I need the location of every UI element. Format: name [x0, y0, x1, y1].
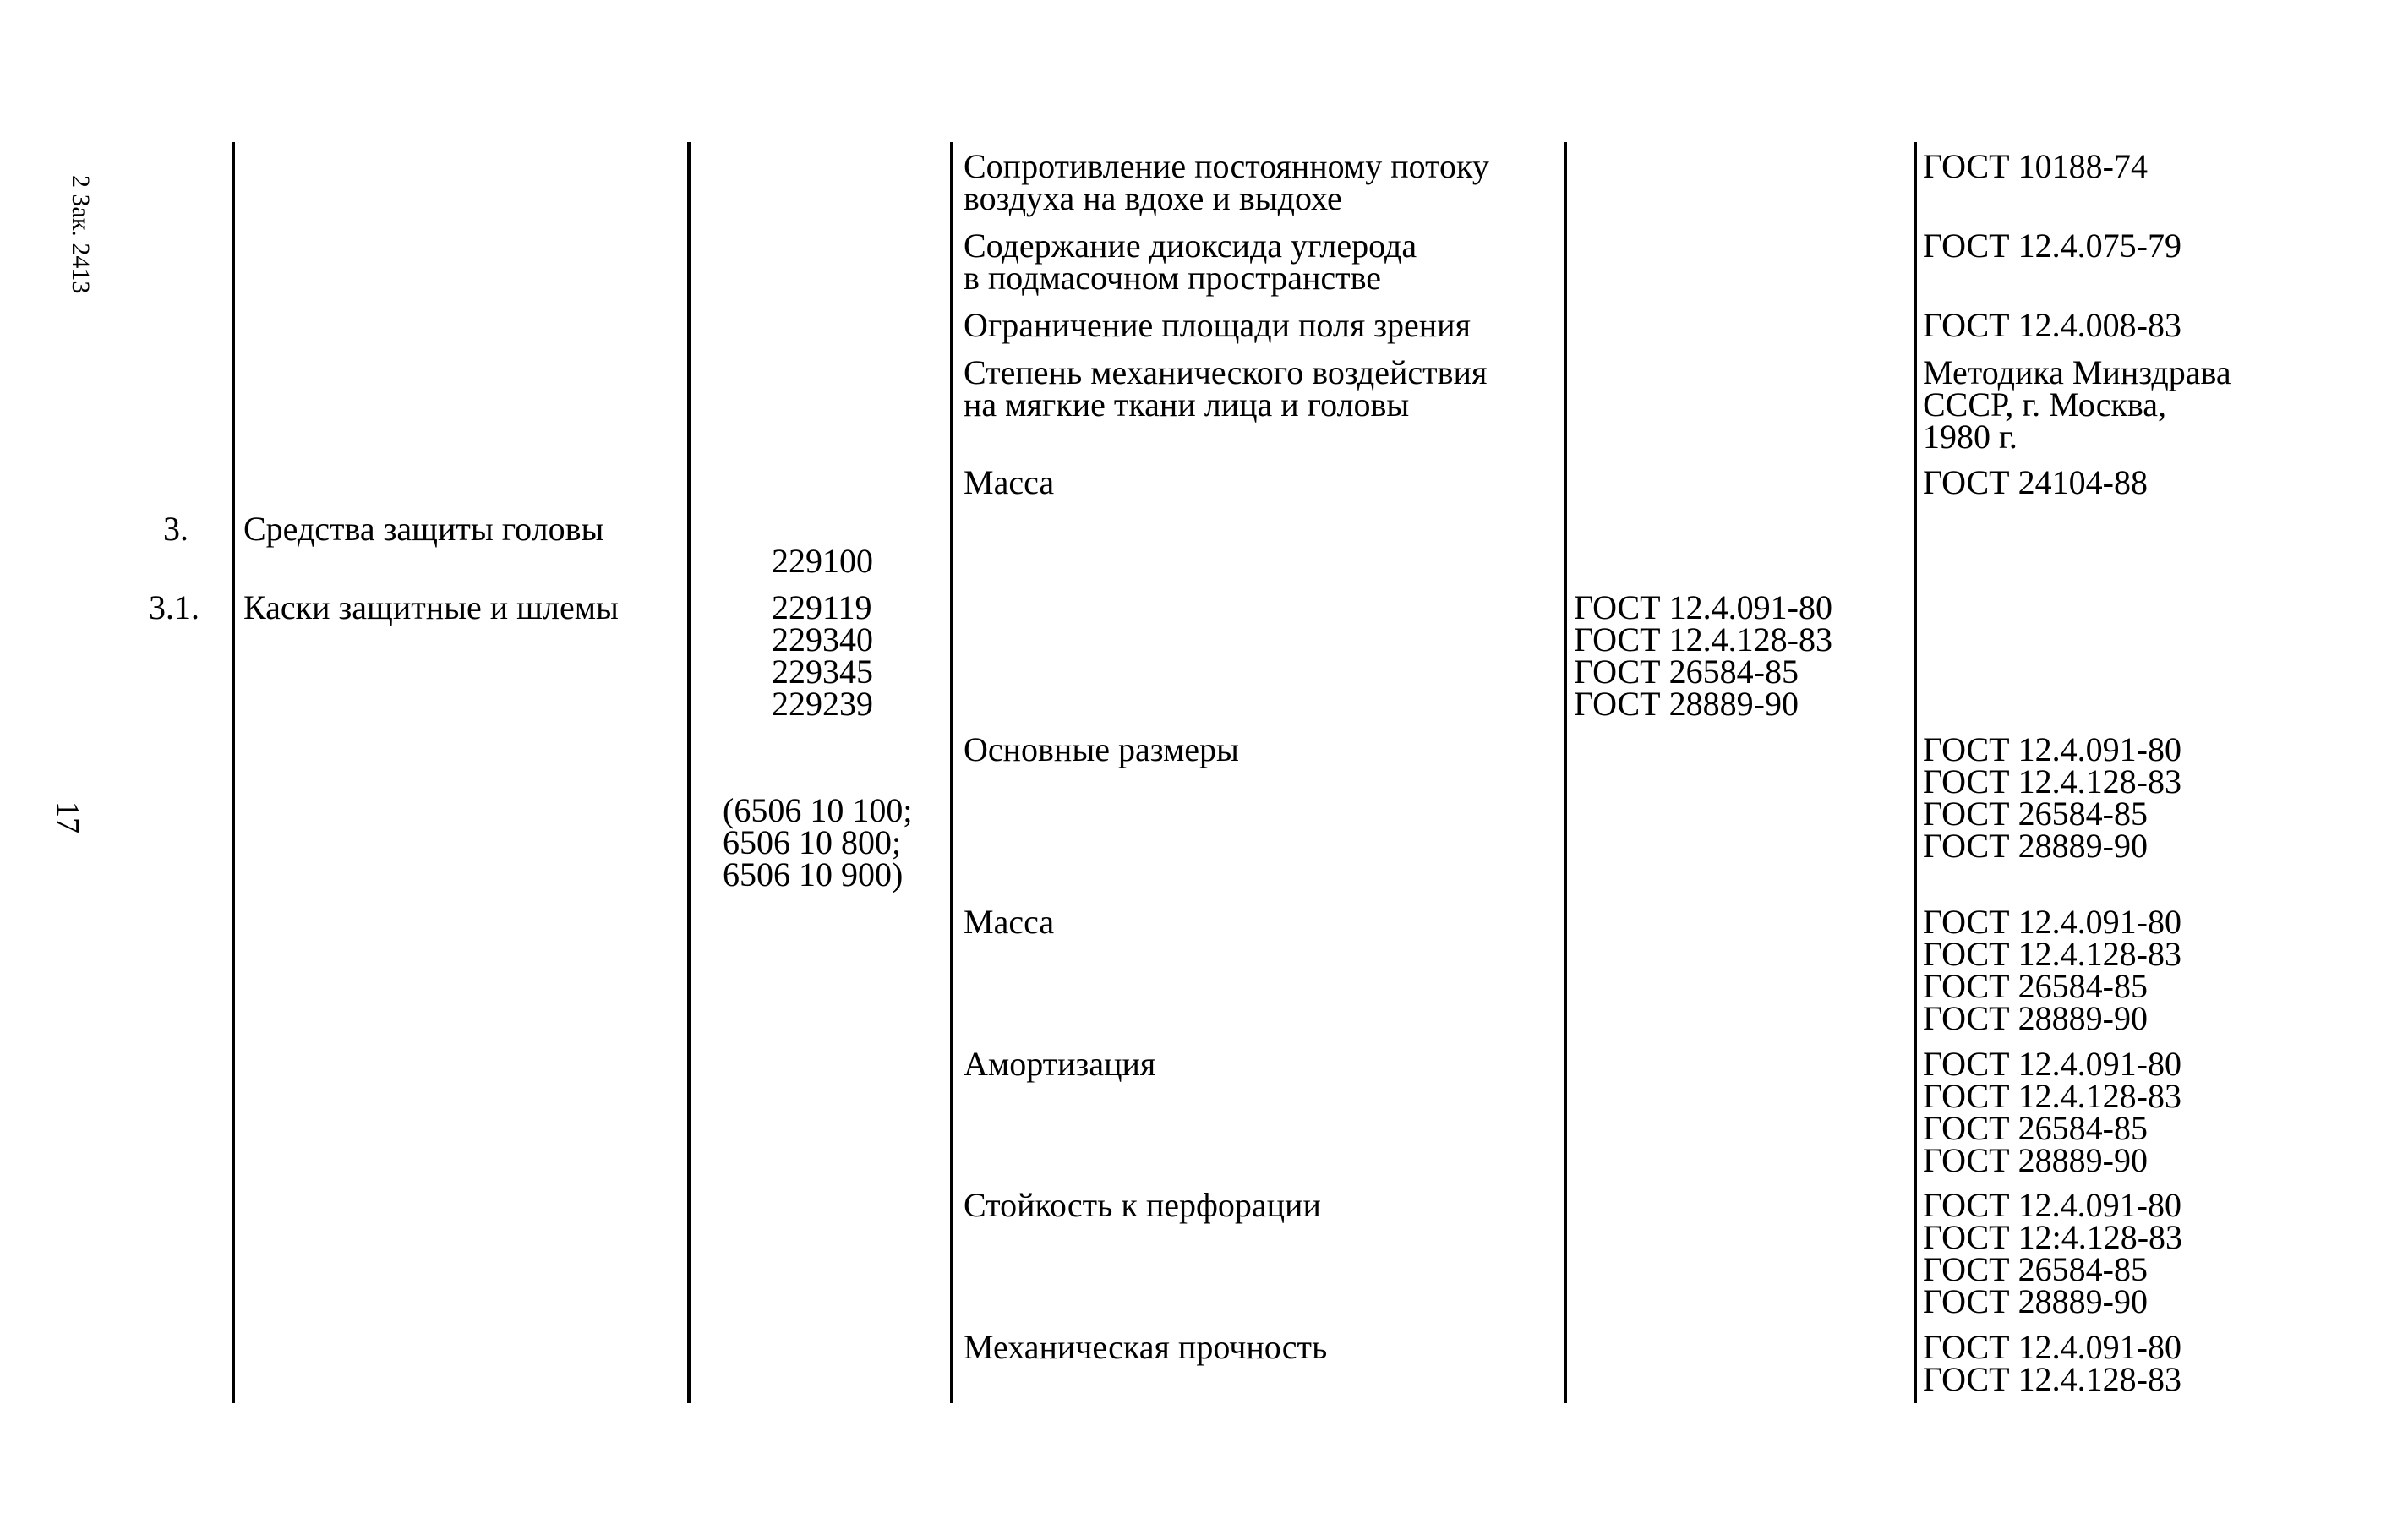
test-method-cell: ГОСТ 12.4.008-83	[1923, 306, 2181, 344]
column-rule	[232, 142, 235, 1403]
test-method-cell: ГОСТ 10188-74	[1923, 147, 2148, 185]
characteristic-cell: Сопротивление постоянному потоку воздуха на вдохе и выдохе	[964, 147, 1489, 217]
characteristic-cell: Механическая прочность	[964, 1328, 1328, 1366]
characteristic-cell: Масса	[964, 903, 1055, 941]
page-number: 17	[50, 801, 85, 833]
test-method-cell: ГОСТ 12.4.075-79	[1923, 227, 2181, 265]
item-name: Каски защитные и шлемы	[243, 588, 619, 626]
product-standards: ГОСТ 12.4.091-80 ГОСТ 12.4.128-83 ГОСТ 26584-85 ГОСТ 28889-90	[1574, 588, 1832, 723]
column-rule	[1564, 142, 1567, 1403]
column-rule	[687, 142, 691, 1403]
okp-codes: 229119 229340 229345 229239	[772, 588, 873, 723]
characteristic-cell: Амортизация	[964, 1045, 1156, 1083]
test-method-cell: ГОСТ 12.4.091-80 ГОСТ 12.4.128-83 ГОСТ 26584-85 ГОСТ 28889-90	[1923, 730, 2181, 865]
tnved-codes: (6506 10 100; 6506 10 800; 6506 10 900)	[723, 791, 913, 893]
test-method-cell: ГОСТ 12.4.091-80 ГОСТ 12.4.128-83 ГОСТ 26584-85 ГОСТ 28889-90	[1923, 903, 2181, 1037]
item-number: 3.1.	[149, 588, 199, 626]
test-method-cell: ГОСТ 12.4.091-80 ГОСТ 12.4.128-83	[1923, 1328, 2181, 1398]
test-method-cell: ГОСТ 12.4.091-80 ГОСТ 12.4.128-83 ГОСТ 26584-85 ГОСТ 28889-90	[1923, 1045, 2181, 1179]
characteristic-cell: Основные размеры	[964, 730, 1239, 768]
test-method-cell: ГОСТ 24104-88	[1923, 463, 2148, 501]
column-rule	[950, 142, 953, 1403]
characteristic-cell: Масса	[964, 463, 1055, 501]
order-reference: 2 Зак. 2413	[67, 175, 95, 294]
column-rule	[1914, 142, 1917, 1403]
test-method-cell: Методика Минздрава СССР, г. Москва, 1980 г.	[1923, 353, 2231, 456]
characteristic-cell: Содержание диоксида углерода в подмасочном пространстве	[964, 227, 1417, 297]
characteristic-cell: Стойкость к перфорации	[964, 1186, 1321, 1224]
okp-code: 229100	[772, 542, 873, 580]
item-number: 3.	[163, 510, 188, 548]
characteristic-cell: Степень механического воздействия на мягкие ткани лица и головы	[964, 353, 1488, 423]
test-method-cell: ГОСТ 12.4.091-80 ГОСТ 12:4.128-83 ГОСТ 26584-85 ГОСТ 28889-90	[1923, 1186, 2183, 1320]
characteristic-cell: Ограничение площади поля зрения	[964, 306, 1471, 344]
item-name: Средства защиты головы	[243, 510, 604, 548]
